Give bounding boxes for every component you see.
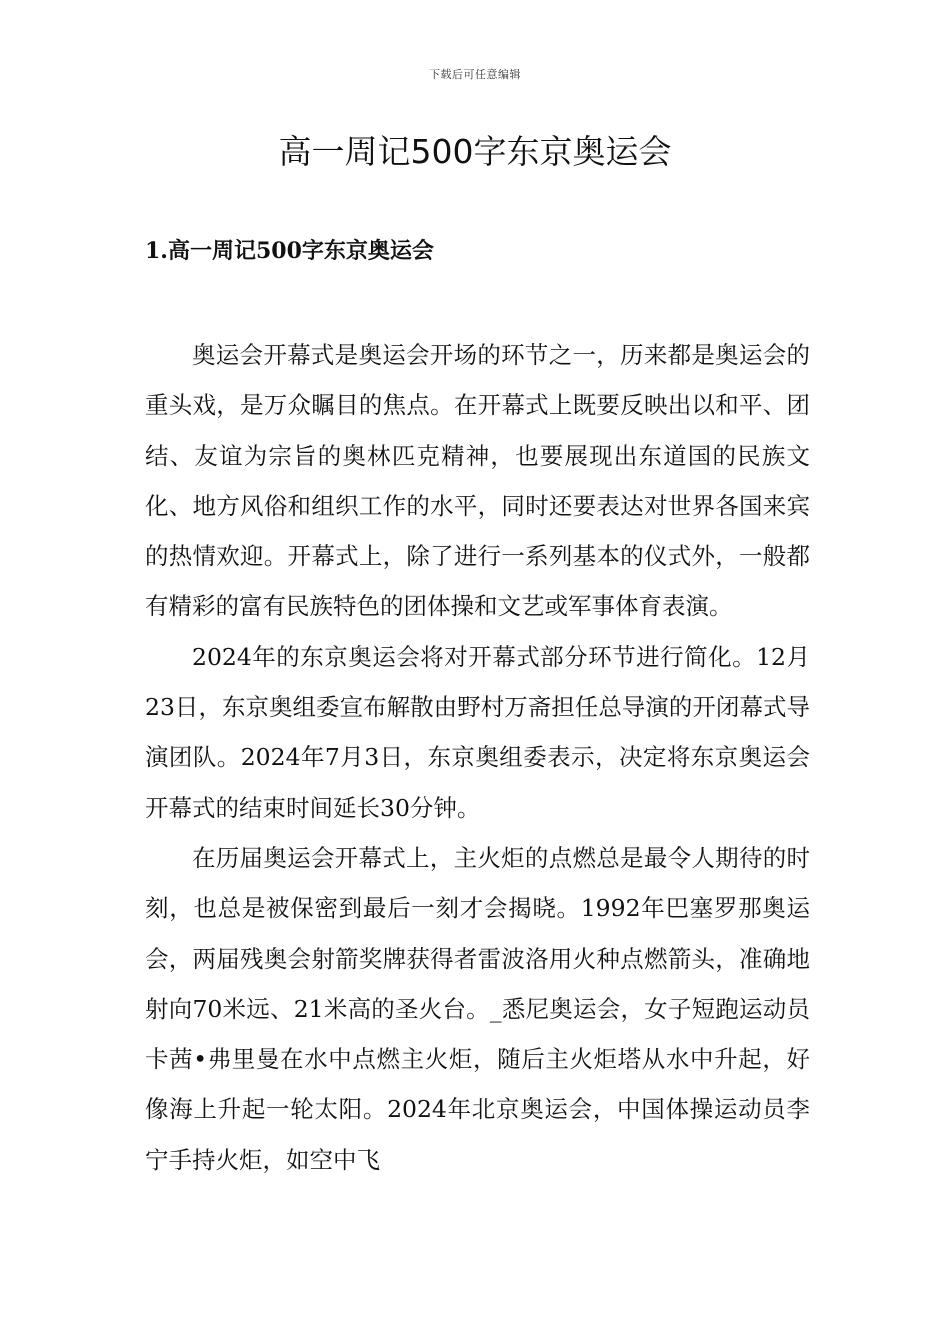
section-heading: 1.高一周记500字东京奥运会 bbox=[145, 238, 434, 264]
paragraph-2: 2024年的东京奥运会将对开幕式部分环节进行简化。12月23日，东京奥组委宣布解散由野村万斋担任总导演的开闭幕式导演团队。2024年7月3日，东京奥组委表示，决定将东京奥运会开幕式的结束时间延长30分钟。 bbox=[145, 642, 810, 822]
document-title: 高一周记500字东京奥运会 bbox=[278, 132, 672, 171]
paragraph-1: 奥运会开幕式是奥运会开场的环节之一，历来都是奥运会的重头戏，是万众瞩目的焦点。在开幕式上既要反映出以和平、团结、友谊为宗旨的奥林匹克精神，也要展现出东道国的民族文化、地方风俗和组织工作的水平，同时还要表达对世界各国来宾的热情欢迎。开幕式上，除了进行一系列基本的仪式外，一般都有精彩的富有民族特色的团体操和文艺或军事体育表演。 bbox=[145, 341, 810, 621]
header-note: 下载后可任意编辑 bbox=[429, 68, 521, 81]
paragraph-3: 在历届奥运会开幕式上，主火炬的点燃总是最令人期待的时刻，也总是被保密到最后一刻才会揭晓。1992年巴塞罗那奥运会，两届残奥会射箭奖牌获得者雷波洛用火种点燃箭头，准确地射向70米远、21米高的圣火台。_悉尼奥运会，女子短跑运动员卡茜•弗里曼在水中点燃主火炬，随后主火炬塔从水中升起，好像海上升起一轮太阳。2024年北京奥运会，中国体操运动员李宁手持火炬，如空中飞 bbox=[145, 843, 810, 1174]
body-text bbox=[145, 330, 810, 1185]
